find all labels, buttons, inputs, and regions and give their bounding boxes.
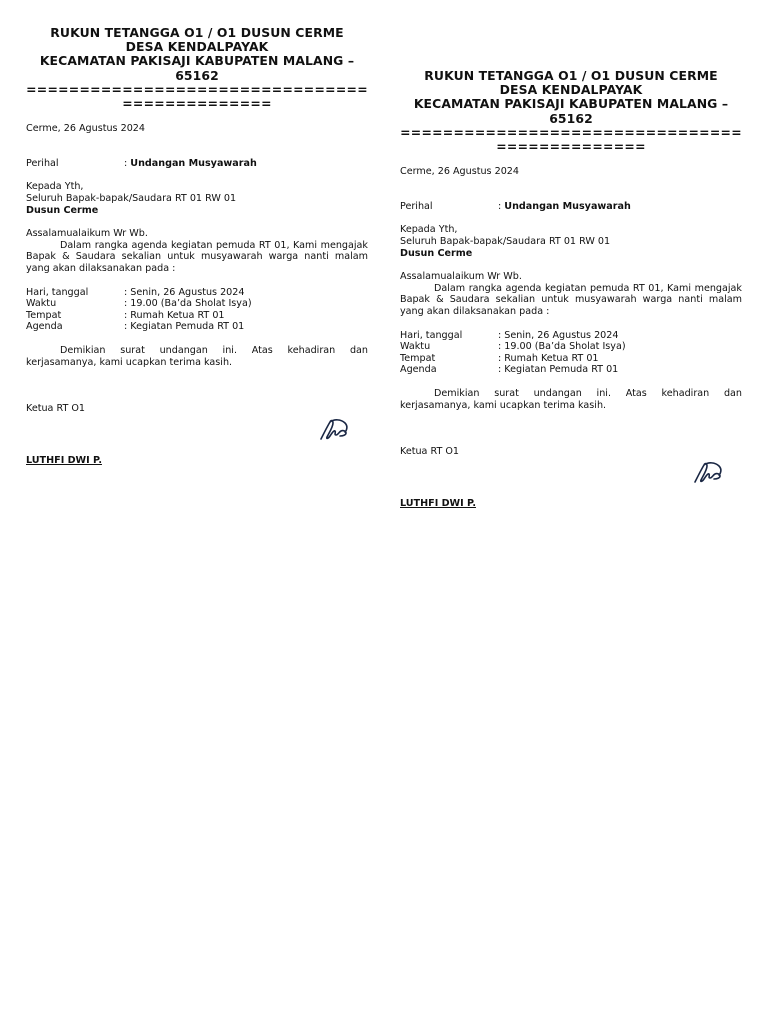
letter-date: Cerme, 26 Agustus 2024 [400, 166, 520, 178]
recipient-line-3: Dusun Cerme [400, 247, 473, 259]
detail-value: : 19.00 (Ba’da Sholat Isya) [498, 341, 626, 353]
subject-row [26, 158, 368, 170]
detail-value: : Senin, 26 Agustus 2024 [498, 329, 619, 341]
closing-paragraph: Demikian surat undangan ini. Atas kehadiran dan kerjasamanya, kami ucapkan terima kasih. [26, 344, 368, 368]
letterhead-line-4: 65162 [175, 67, 219, 83]
subject-row [400, 201, 742, 213]
details-table [400, 330, 742, 376]
recipient-line-2: Seluruh Bapak-bapak/Saudara RT 01 RW 01 [400, 236, 611, 247]
letterhead [400, 69, 742, 126]
detail-label: Tempat [26, 309, 62, 321]
signature-mark [318, 417, 350, 443]
detail-row [400, 364, 742, 376]
signature [400, 458, 742, 498]
letter-copy-right [400, 69, 742, 509]
signature [26, 415, 368, 455]
body-paragraph: Dalam rangka agenda kegiatan pemuda RT 01, Kami mengajak Bapak & Saudara sekalian untuk musyawarah warga nanti malam yang akan dilaksanakan pada : [400, 282, 742, 317]
letterhead-line-2: DESA KENDALPAYAK [499, 82, 643, 98]
letterhead [26, 26, 368, 83]
subject-label: Perihal [26, 157, 59, 169]
recipient-line-1: Kepada Yth, [26, 181, 84, 193]
signer-name: LUTHFI DWI P. [400, 497, 476, 509]
recipient-line-2: Seluruh Bapak-bapak/Saudara RT 01 RW 01 [26, 193, 237, 204]
detail-value: : Kegiatan Pemuda RT 01 [498, 364, 619, 376]
detail-row [400, 330, 742, 342]
detail-row [400, 353, 742, 365]
detail-row [26, 298, 368, 310]
letterhead-line-4: 65162 [549, 110, 593, 126]
letterhead-line-3: KECAMATAN PAKISAJI KABUPATEN MALANG – [413, 96, 729, 112]
recipient-block [400, 224, 742, 259]
letterhead-rule: ============================================== [400, 124, 742, 155]
closing-paragraph: Demikian surat undangan ini. Atas kehadiran dan kerjasamanya, kami ucapkan terima kasih. [400, 387, 742, 411]
detail-row [26, 321, 368, 333]
letterhead-rule: ============================================== [26, 81, 368, 112]
detail-label: Tempat [400, 352, 436, 364]
greeting: Assalamualaikum Wr Wb. [26, 228, 148, 240]
detail-value: : Rumah Ketua RT 01 [124, 309, 225, 321]
detail-label: Waktu [400, 341, 431, 353]
subject-value: Undangan Musyawarah [130, 157, 257, 169]
detail-value: : Kegiatan Pemuda RT 01 [124, 321, 245, 333]
signer-title: Ketua RT O1 [26, 403, 86, 415]
greeting: Assalamualaikum Wr Wb. [400, 271, 522, 283]
detail-row [400, 341, 742, 353]
detail-label: Hari, tanggal [26, 286, 89, 298]
recipient-block [26, 181, 368, 216]
detail-label: Waktu [26, 298, 57, 310]
subject-value-wrap [124, 158, 257, 170]
detail-row [26, 287, 368, 299]
subject-label: Perihal [400, 200, 433, 212]
letterhead-line-1: RUKUN TETANGGA O1 / O1 DUSUN CERME [424, 68, 718, 83]
details-table [26, 287, 368, 333]
detail-value: : Rumah Ketua RT 01 [498, 352, 599, 364]
detail-label: Hari, tanggal [400, 329, 463, 341]
subject-value: Undangan Musyawarah [504, 200, 631, 212]
detail-label: Agenda [26, 321, 63, 333]
letter-copy-left [26, 26, 368, 466]
subject-colon: : [124, 157, 128, 169]
recipient-line-3: Dusun Cerme [26, 204, 99, 216]
signer-name: LUTHFI DWI P. [26, 454, 102, 466]
body-paragraph: Dalam rangka agenda kegiatan pemuda RT 01, Kami mengajak Bapak & Saudara sekalian untuk musyawarah warga nanti malam yang akan dilaksanakan pada : [26, 239, 368, 274]
signer-title: Ketua RT O1 [400, 446, 460, 458]
detail-value: : 19.00 (Ba’da Sholat Isya) [124, 298, 252, 310]
recipient-line-1: Kepada Yth, [400, 224, 458, 236]
detail-label: Agenda [400, 364, 437, 376]
signature-mark [692, 460, 724, 486]
letterhead-line-1: RUKUN TETANGGA O1 / O1 DUSUN CERME [50, 25, 344, 40]
detail-value: : Senin, 26 Agustus 2024 [124, 286, 245, 298]
subject-colon: : [498, 200, 502, 212]
letter-date: Cerme, 26 Agustus 2024 [26, 123, 146, 135]
letterhead-line-3: KECAMATAN PAKISAJI KABUPATEN MALANG – [39, 53, 355, 69]
letterhead-line-2: DESA KENDALPAYAK [125, 39, 269, 55]
detail-row [26, 310, 368, 322]
subject-value-wrap [498, 201, 631, 213]
